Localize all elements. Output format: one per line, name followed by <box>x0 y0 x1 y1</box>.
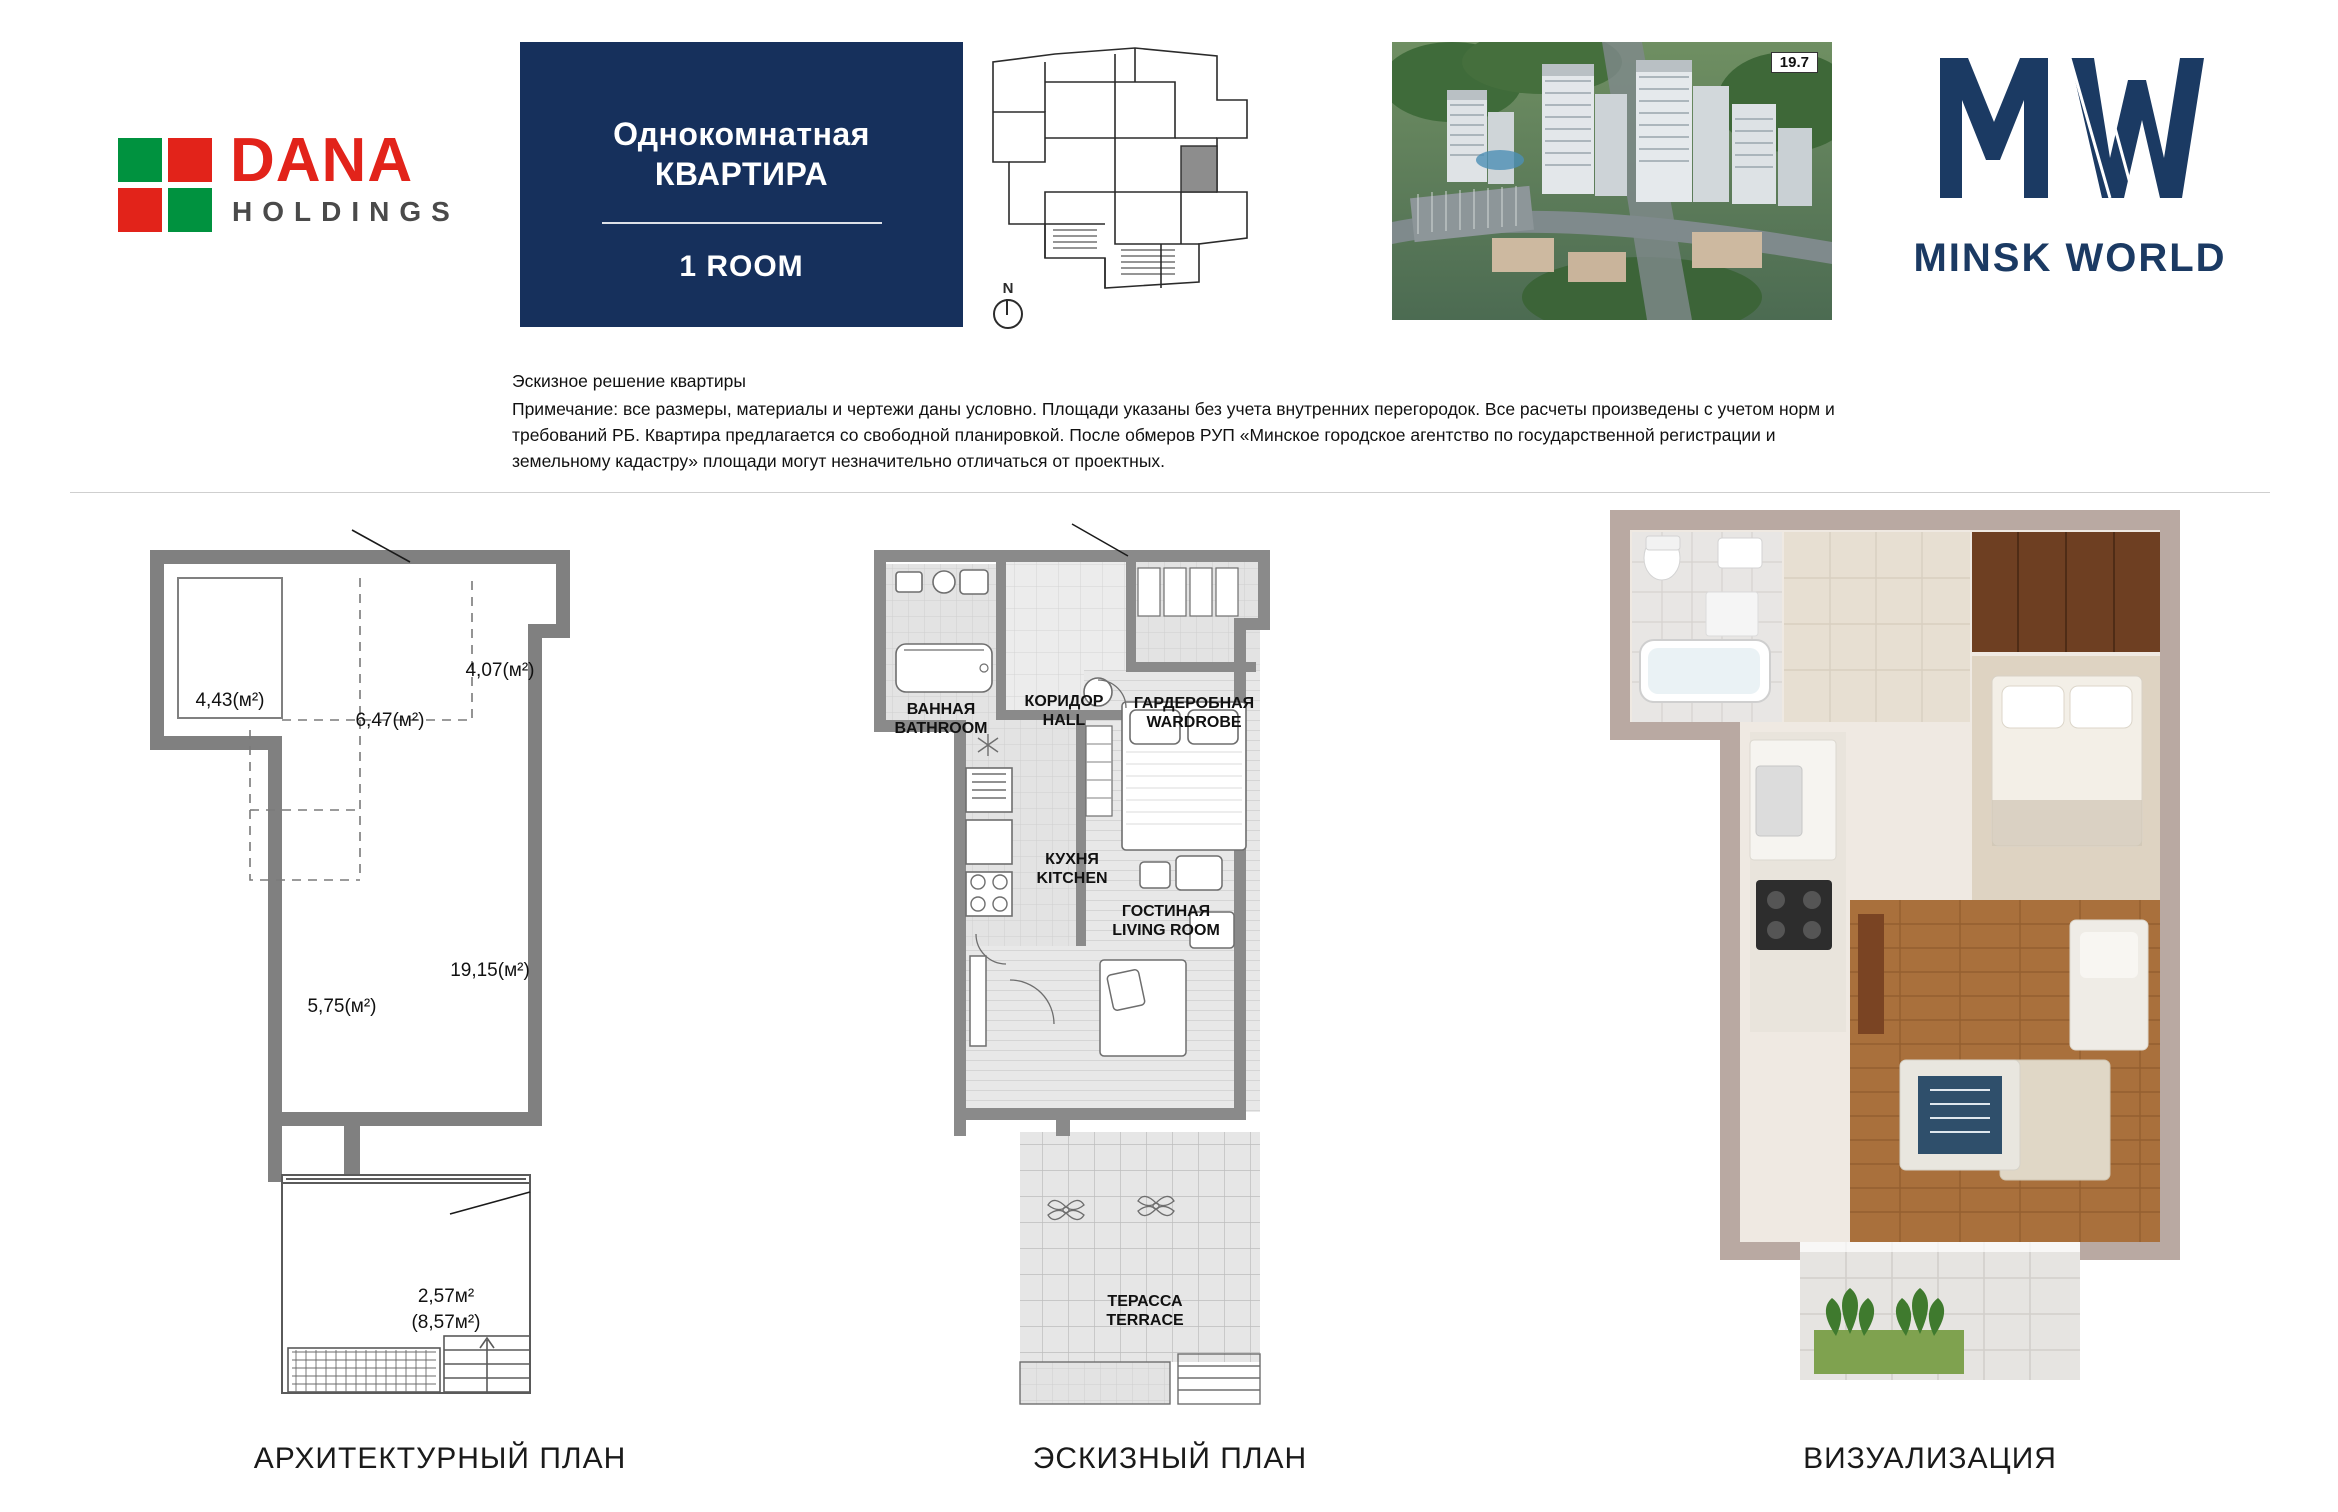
sketch-plan <box>860 520 1480 1420</box>
dana-subwordmark: HOLDINGS <box>232 196 460 227</box>
room-label-terrace: ТЕРАССА TERRACE <box>1106 1293 1184 1329</box>
area-label-5: 5,75(м²) <box>307 996 377 1017</box>
room-label-wardrobe: ГАРДЕРОБНАЯ WARDROBE <box>1133 695 1255 731</box>
north-arrow-icon: N <box>978 280 1038 350</box>
room-label-kitchen: КУХНЯ KITCHEN <box>1036 851 1108 887</box>
mw-monogram-icon <box>1920 48 2220 223</box>
area-label-7: (8,57м²) <box>411 1312 481 1333</box>
note-body: Примечание: все размеры, материалы и чертежи даны условно. Площади указаны без учета внутренних перегородок. Все расчеты произведены с учетом норм и требований РБ. Квартира предлагается со свободной планировкой. После обмеров РУП «Минское городское агентство по государственной регистрации и земельному кадастру» площади могут незначительно отличаться от проектных. <box>512 399 1835 471</box>
dana-squares-icon <box>118 138 214 234</box>
title-line-3: 1 ROOM <box>679 250 804 283</box>
caption-sketch: ЭСКИЗНЫЙ ПЛАН <box>1032 1442 1308 1475</box>
title-divider <box>602 222 882 224</box>
area-label-2: 6,47(м²) <box>355 710 425 731</box>
apartment-title-box <box>520 42 963 327</box>
caption-architectural: АРХИТЕКТУРНЫЙ ПЛАН <box>253 1442 627 1475</box>
minsk-world-logo <box>1880 48 2260 318</box>
minsk-world-wordmark: MINSK WORLD <box>1913 236 2227 280</box>
area-label-6: 2,57м² <box>417 1286 475 1307</box>
title-line-2: КВАРТИРА <box>654 156 829 192</box>
aerial-photo <box>1392 42 1832 320</box>
area-label-3: 4,07(м²) <box>465 660 535 681</box>
visualization-render <box>1600 500 2260 1420</box>
header-divider <box>70 492 2270 493</box>
caption-visualization: ВИЗУАЛИЗАЦИЯ <box>1803 1442 2057 1475</box>
room-label-living: ГОСТИНАЯ LIVING ROOM <box>1112 903 1220 939</box>
note-title: Эскизное решение квартиры <box>512 371 746 391</box>
title-line-1: Однокомнатная <box>613 116 870 152</box>
architectural-plan <box>120 520 760 1420</box>
disclaimer-note <box>512 368 1842 474</box>
dana-holdings-logo <box>118 126 488 240</box>
room-label-hall: КОРИДОР HALL <box>1024 693 1104 729</box>
room-label-bathroom: ВАННАЯ BATHROOM <box>894 701 988 737</box>
area-label-1: 4,43(м²) <box>195 690 265 711</box>
dana-wordmark: DANA <box>230 126 414 195</box>
document-header <box>0 0 2338 350</box>
aerial-badge: 19.7 <box>1771 52 1818 73</box>
area-label-4: 19,15(м²) <box>450 960 530 981</box>
